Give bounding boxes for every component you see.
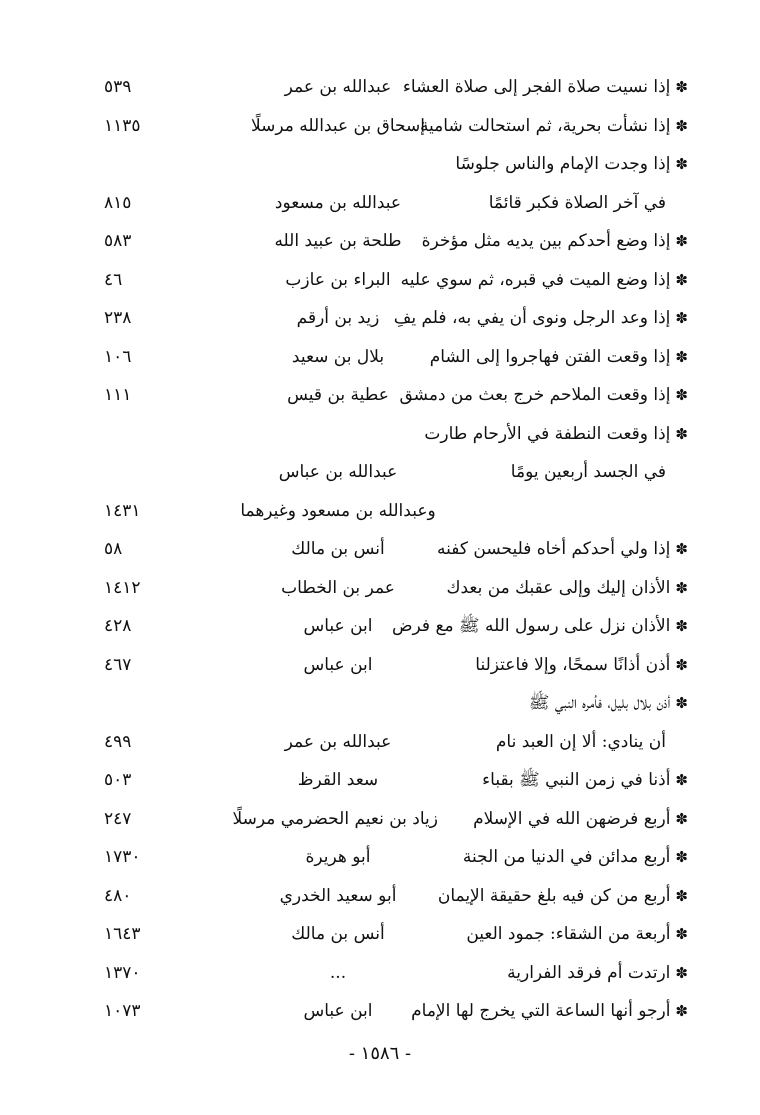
narrator: ابن عباس: [303, 616, 373, 636]
entry-text: [437, 530, 688, 569]
entry-text: [411, 992, 688, 1031]
narrator: زياد بن نعيم الحضرمي مرسلًا: [232, 808, 438, 829]
hadith-text: أربع من كن فيه بلغ حقيقة الإيمان: [437, 885, 671, 906]
star-bullet-icon: ✽: [675, 309, 688, 327]
index-entry: [98, 877, 688, 916]
narrator: طلحة بن عبيد الله: [274, 231, 402, 251]
star-bullet-icon: ✽: [675, 771, 688, 789]
star-bullet-icon: ✽: [675, 155, 688, 173]
narrator: عبدالله بن عباس: [278, 462, 398, 482]
hadith-text: أربعة من الشقاء: جمود العين: [466, 924, 671, 944]
hadith-text: الأذان نزل على رسول الله ﷺ مع فرض: [392, 616, 671, 636]
star-bullet-icon: ✽: [675, 386, 688, 404]
narrator: أبو هريرة: [305, 847, 371, 867]
index-entry: [98, 915, 688, 954]
index-entry: [98, 492, 688, 531]
narrator: عبدالله بن عمر: [284, 731, 392, 752]
index-entry: [98, 376, 688, 415]
hadith-number: ٥٠٣: [104, 770, 132, 790]
index-entry: [98, 338, 688, 377]
entry-text: [422, 222, 688, 261]
index-entry: [98, 453, 688, 492]
star-bullet-icon: ✽: [675, 116, 688, 135]
star-bullet-icon: ✽: [675, 925, 688, 943]
entry-text: [507, 954, 688, 993]
index-entry: [98, 569, 688, 608]
narrator: سعد القرظ: [297, 770, 379, 790]
entry-text: [475, 646, 688, 685]
hadith-text: إذا وضع الميت في قبره، ثم سوي عليه: [400, 269, 671, 290]
narrator: وعبدالله بن مسعود وغيرهما: [240, 500, 436, 521]
narrator: بلال بن سعيد: [291, 346, 385, 367]
star-bullet-icon: ✽: [675, 886, 688, 905]
hadith-number: ١٤١٢: [104, 577, 141, 598]
index-entry: [98, 954, 688, 993]
index-entry: [98, 992, 688, 1031]
hadith-number: ٤٦٧: [104, 654, 132, 675]
hadith-text: إذا وقعت الملاحم خرج بعث من دمشق: [399, 385, 671, 405]
hadith-number: ١١١: [104, 385, 132, 405]
hadith-text: أرجو أنها الساعة التي يخرج لها الإمام: [411, 1001, 671, 1021]
index-entry: [98, 222, 688, 261]
narrator: البراء بن عازب: [285, 269, 391, 290]
narrator: إسحاق بن عبدالله مرسلًا: [251, 115, 425, 136]
hadith-text: إذا وقعت الفتن فهاجروا إلى الشام: [429, 346, 671, 367]
index-entry: [98, 145, 688, 184]
index-entry: [98, 646, 688, 685]
entry-text: [401, 261, 688, 300]
star-bullet-icon: ✽: [675, 694, 688, 712]
narrator: عمر بن الخطاب: [281, 577, 395, 598]
index-entry: [98, 723, 688, 762]
hadith-number: ١٠٦: [104, 346, 132, 367]
index-entry: [98, 261, 688, 300]
hadith-text: إذا وعد الرجل ونوى أن يفي به، فلم يفِ: [393, 308, 671, 328]
entry-text: [496, 723, 666, 762]
narrator: زيد بن أرقم: [296, 308, 380, 328]
hadith-number: ٥٣٩: [104, 77, 132, 97]
hadith-text: الأذان إليك وإلى عقبك من بعدك: [446, 577, 671, 598]
entry-text: [482, 761, 688, 800]
hadith-text: إذا ولي أحدكم أخاه فليحسن كفنه: [437, 539, 671, 559]
entry-text: [455, 145, 688, 184]
hadith-text: ارتدت أم فرقد الفرارية: [507, 962, 671, 983]
entry-text: [446, 569, 688, 608]
narrator: ...: [329, 962, 347, 983]
hadith-number: ٤٦: [104, 269, 123, 290]
entry-text: [438, 877, 688, 916]
star-bullet-icon: ✽: [675, 270, 688, 289]
star-bullet-icon: ✽: [675, 578, 688, 597]
star-bullet-icon: ✽: [675, 347, 688, 366]
narrator: ابن عباس: [303, 654, 373, 675]
star-bullet-icon: ✽: [675, 540, 688, 558]
index-entry: [98, 415, 688, 454]
entry-text: [400, 376, 689, 415]
narrator: عبدالله بن مسعود: [274, 192, 402, 213]
index-entry: [98, 530, 688, 569]
hadith-number: ٨١٥: [104, 192, 132, 213]
hadith-number: ١٣٧٠: [104, 962, 141, 983]
star-bullet-icon: ✽: [675, 617, 688, 635]
entry-text: [463, 838, 688, 877]
hadith-text: أربع مدائن في الدنيا من الجنة: [462, 847, 671, 867]
entry-text: [466, 915, 688, 954]
hadith-number: ٤٨٠: [104, 885, 132, 906]
hadith-text: إذا وجدت الإمام والناس جلوسًا: [455, 154, 671, 174]
hadith-number: ٢٣٨: [104, 308, 132, 328]
entry-text: [511, 453, 666, 492]
entry-text: [430, 338, 688, 377]
narrator: ابن عباس: [303, 1001, 373, 1021]
hadith-number: ٥٨٣: [104, 231, 132, 251]
entry-text: [420, 107, 688, 146]
index-entry: [98, 838, 688, 877]
hadith-text: إذا وضع أحدكم بين يديه مثل مؤخرة: [421, 231, 671, 251]
narrator: عطية بن قيس: [287, 385, 389, 405]
hadith-number: ٢٤٧: [104, 808, 132, 829]
entry-text: [473, 800, 688, 839]
hadith-text: أذنا في زمن النبي ﷺ بقباء: [482, 770, 671, 790]
hadith-index-list: [98, 68, 688, 1031]
star-bullet-icon: ✽: [675, 655, 688, 674]
narrator: أنس بن مالك: [291, 924, 385, 944]
index-entry: [98, 299, 688, 338]
hadith-text: إذا نسيت صلاة الفجر إلى صلاة العشاء: [402, 77, 671, 97]
hadith-number: ٥٨: [104, 539, 123, 559]
hadith-text: أربع فرضهن الله في الإسلام: [473, 808, 671, 829]
hadith-number: ٤٢٨: [104, 616, 132, 636]
index-entry: [98, 761, 688, 800]
entry-text: [529, 684, 688, 723]
hadith-text: أذن أذانًا سمحًا، وإلا فاعتزلنا: [475, 654, 671, 675]
index-entry: [98, 800, 688, 839]
hadith-text: إذا نشأت بحرية، ثم استحالت شامية: [419, 115, 671, 136]
star-bullet-icon: ✽: [675, 1002, 688, 1020]
hadith-number: ١٦٤٣: [104, 924, 141, 944]
index-entry: [98, 184, 688, 223]
hadith-text: أن ينادي: ألا إن العبد نام: [495, 731, 666, 752]
index-entry: [98, 68, 688, 107]
hadith-text: إذا وقعت النطفة في الأرحام طارت: [424, 423, 671, 444]
hadith-number: ١١٣٥: [104, 115, 141, 136]
entry-text: [424, 415, 688, 454]
index-entry: [98, 684, 688, 723]
hadith-text: في آخر الصلاة فكبر قائمًا: [488, 192, 666, 213]
hadith-text: في الجسد أربعين يومًا: [510, 462, 666, 482]
narrator: عبدالله بن عمر: [284, 77, 392, 97]
star-bullet-icon: ✽: [675, 963, 688, 982]
hadith-number: ٤٩٩: [104, 731, 132, 752]
star-bullet-icon: ✽: [675, 809, 688, 828]
narrator: أنس بن مالك: [291, 539, 385, 559]
entry-text: [489, 184, 666, 223]
index-entry: [98, 107, 688, 146]
star-bullet-icon: ✽: [675, 848, 688, 866]
star-bullet-icon: ✽: [675, 232, 688, 250]
page-number: - ١٥٨٦ -: [348, 1043, 412, 1064]
hadith-text: أذن بلال بليل، فأمره النبي ﷺ: [528, 693, 671, 713]
star-bullet-icon: ✽: [675, 78, 688, 96]
index-entry: [98, 607, 688, 646]
star-bullet-icon: ✽: [675, 424, 688, 443]
narrator: أبو سعيد الخدري: [279, 885, 397, 906]
hadith-number: ١٤٣١: [104, 500, 141, 521]
hadith-number: ١٧٣٠: [104, 847, 141, 867]
entry-text: [403, 68, 688, 107]
hadith-number: ١٠٧٣: [104, 1001, 141, 1021]
